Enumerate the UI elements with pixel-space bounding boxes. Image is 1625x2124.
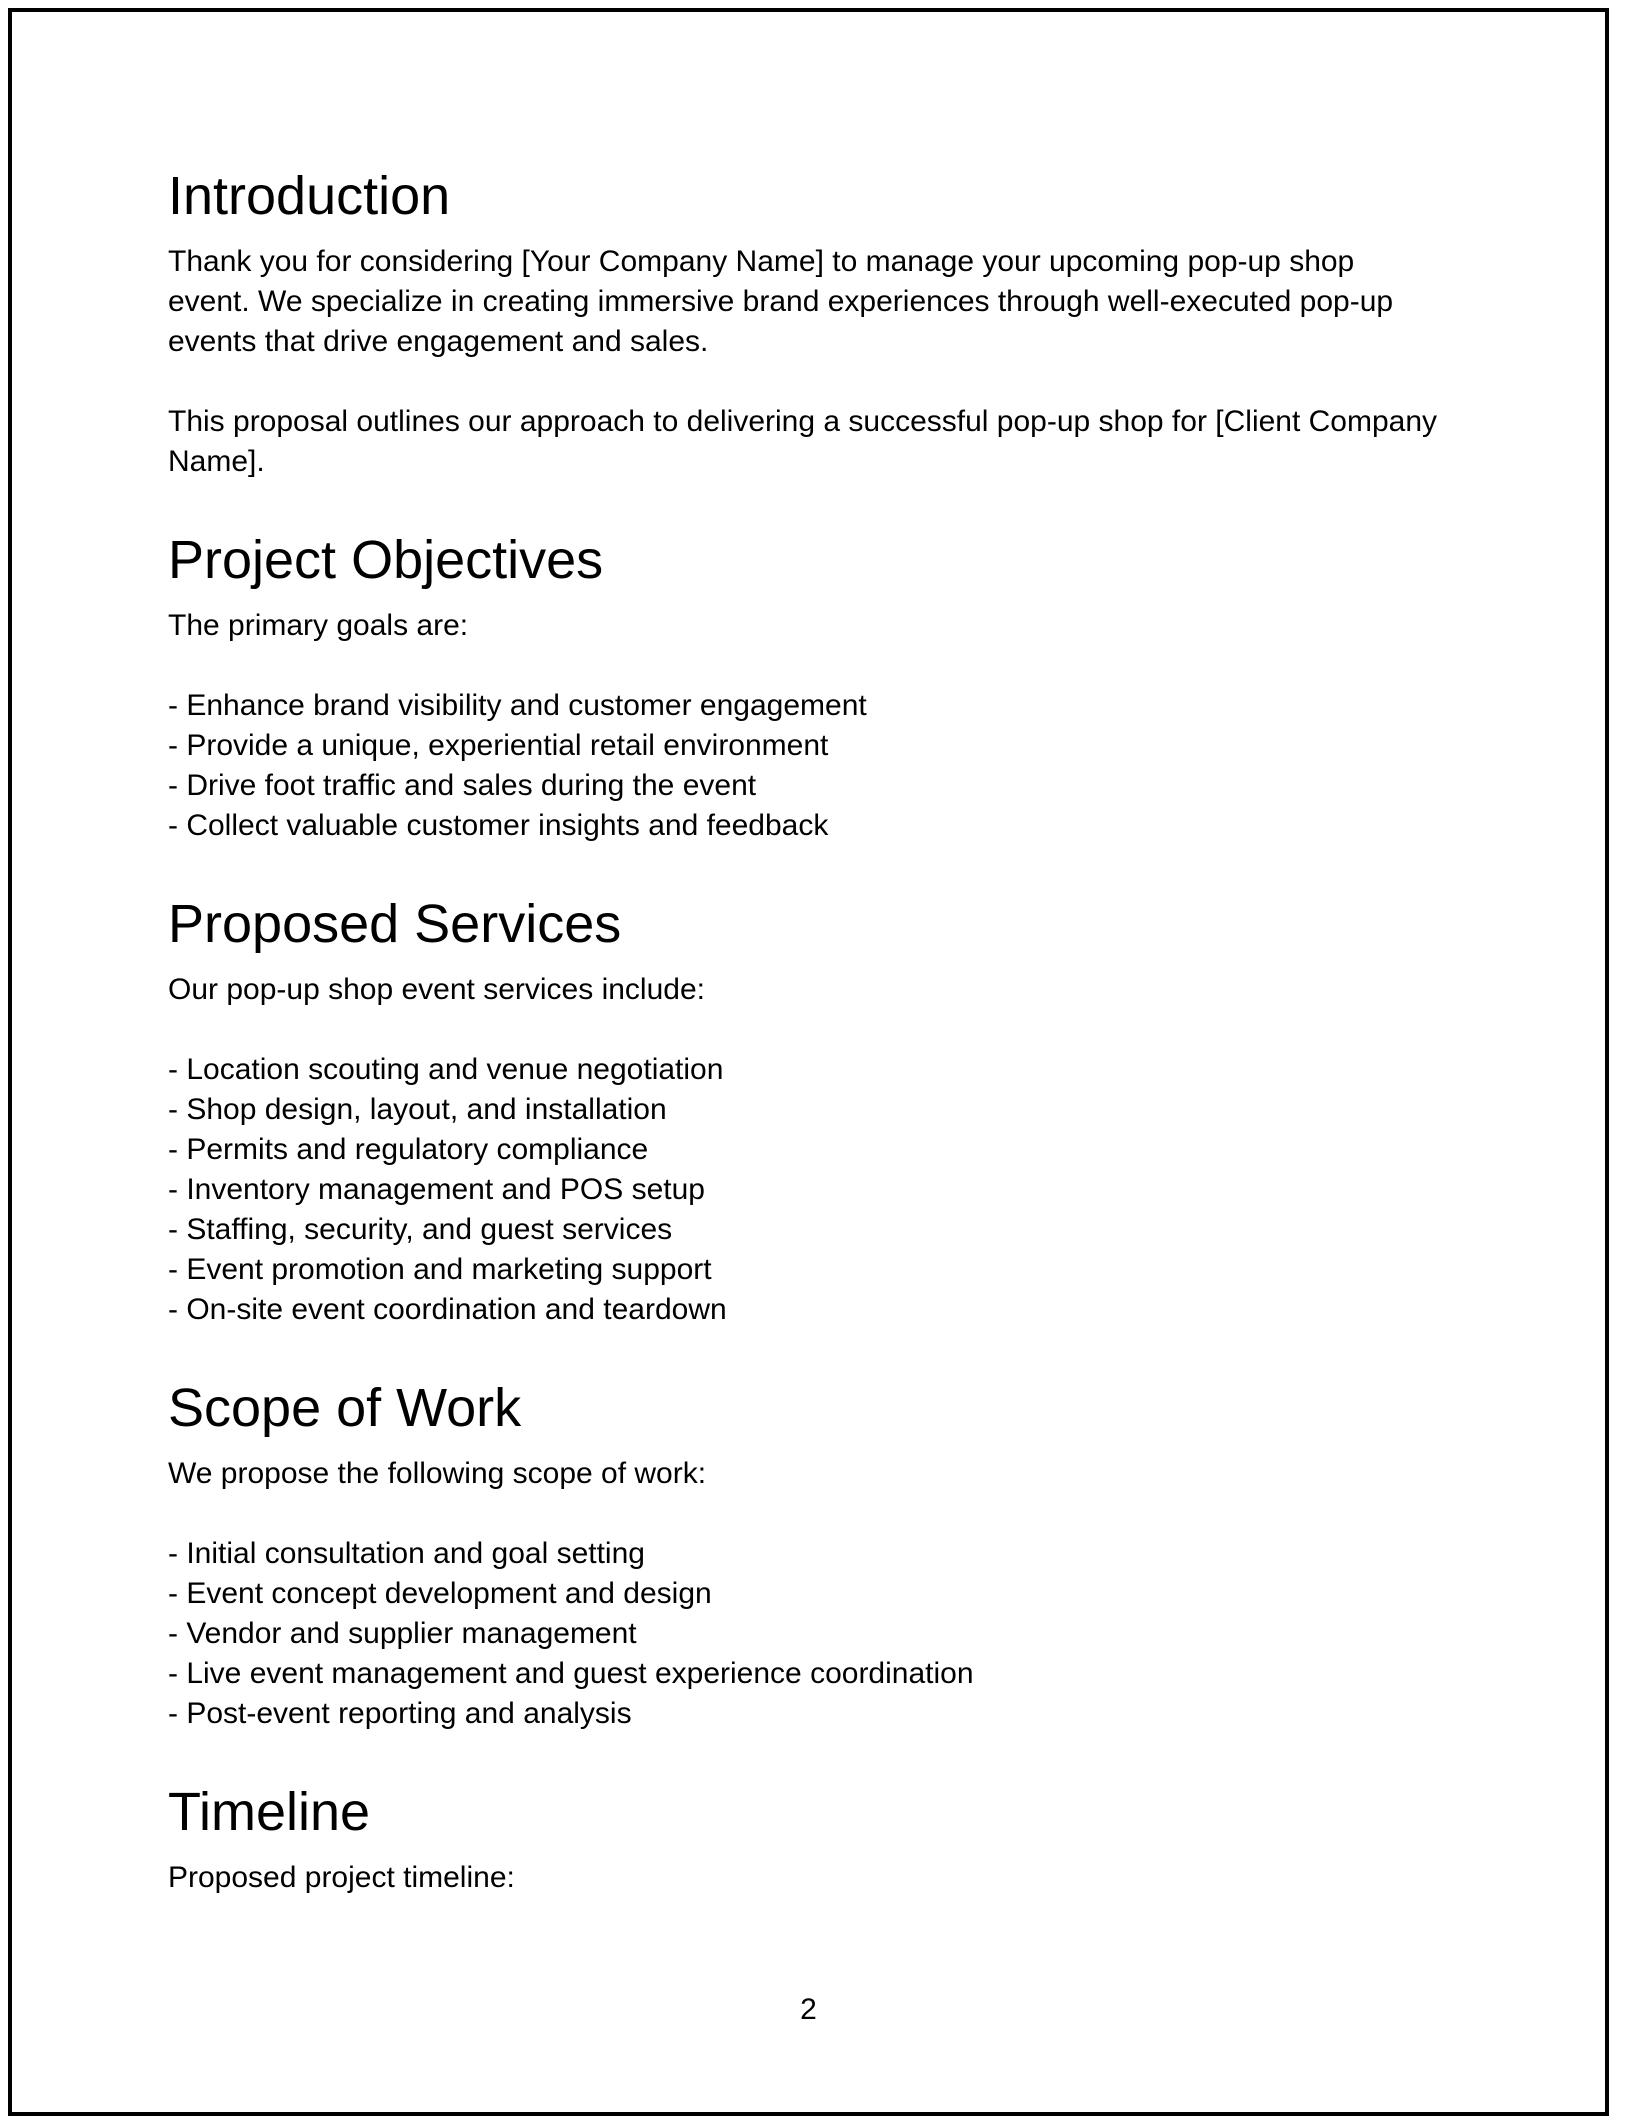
timeline-lead: Proposed project timeline: [168,1861,515,1894]
paragraph-spacer [168,1494,1468,1534]
list-item: - Shop design, layout, and installation [168,1093,667,1126]
document-page [8,8,1609,2116]
heading-timeline: Timeline [168,1782,371,1842]
intro-paragraph-1: Thank you for considering [Your Company Name] to manage your upcoming pop-up shop event. We specialize in creating immersive brand experiences through well-executed pop-up events that drive engagement and sales. [168,245,1394,358]
services-lead: Our pop-up shop event services include: [168,973,705,1006]
page-number: 2 [800,1993,817,2026]
heading-introduction: Introduction [168,166,451,226]
list-item: - Permits and regulatory compliance [168,1133,649,1166]
section-timeline [168,1780,1468,1898]
list-item: - Event promotion and marketing support [168,1253,712,1286]
list-item: - Provide a unique, experiential retail environment [168,729,829,762]
objectives-lead: The primary goals are: [168,609,469,642]
list-item: - Live event management and guest experience coordination [168,1657,974,1690]
list-item: - On-site event coordination and teardown [168,1293,727,1326]
heading-scope-of-work: Scope of Work [168,1378,522,1438]
intro-paragraph-2: This proposal outlines our approach to delivering a successful pop-up shop for [Client Company Name]. [168,405,1438,478]
paragraph-spacer [168,646,1468,686]
list-item: - Initial consultation and goal setting [168,1537,645,1570]
section-introduction [168,164,1468,482]
list-item: - Collect valuable customer insights and feedback [168,809,829,842]
list-item: - Location scouting and venue negotiation [168,1053,724,1086]
section-project-objectives [168,528,1468,846]
list-item: - Event concept development and design [168,1577,712,1610]
list-item: - Staffing, security, and guest services [168,1213,673,1246]
list-item: - Inventory management and POS setup [168,1173,705,1206]
heading-project-objectives: Project Objectives [168,530,604,590]
list-item: - Post-event reporting and analysis [168,1697,632,1730]
list-item: - Drive foot traffic and sales during the event [168,769,757,802]
paragraph-spacer [168,1010,1468,1050]
scope-lead: We propose the following scope of work: [168,1457,707,1490]
list-item: - Enhance brand visibility and customer engagement [168,689,867,722]
paragraph-spacer [168,362,1468,402]
section-scope-of-work [168,1376,1468,1734]
document-body [168,164,1468,1944]
section-proposed-services [168,892,1468,1330]
list-item: - Vendor and supplier management [168,1617,637,1650]
heading-proposed-services: Proposed Services [168,894,622,954]
